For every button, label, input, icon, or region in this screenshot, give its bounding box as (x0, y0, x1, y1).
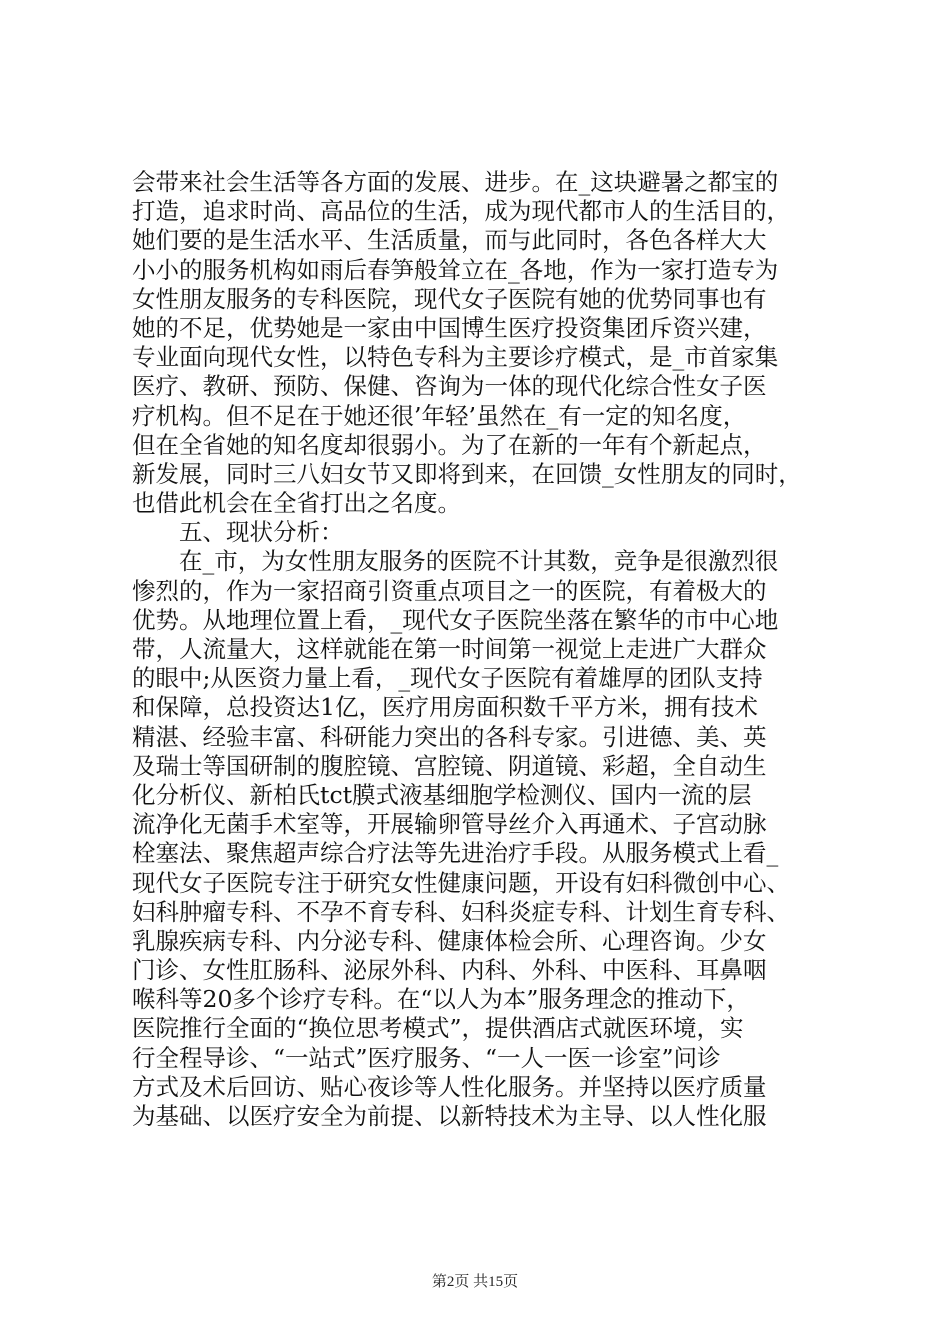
text-line: 疗机构。但不足在于她还很’年轻’虽然在_有一定的知名度， (132, 401, 747, 430)
text-line: 喉科等20多个诊疗专科。在“以人为本”服务理念的推动下， (132, 985, 750, 1014)
text-line: 新发展，同时三八妇女节又即将到来，在回馈_女性朋友的同时， (132, 459, 802, 488)
text-line: 和保障，总投资达1亿，医疗用房面积数千平方米，拥有技术 (132, 693, 758, 722)
text-line: 五、现状分析： (132, 518, 344, 547)
text-line: 为基础、以医疗安全为前提、以新特技术为主导、以人性化服 (132, 1102, 767, 1130)
text-line: 医院推行全面的“换位思考模式”，提供酒店式就医环境，实 (132, 1014, 744, 1043)
text-line: 专业面向现代女性，以特色专科为主要诊疗模式，是_市首家集 (132, 343, 779, 372)
text-line: 惨烈的，作为一家招商引资重点项目之一的医院，有着极大的 (132, 576, 767, 605)
text-line: 带，人流量大，这样就能在第一时间第一视觉上走进广大群众 (132, 635, 767, 663)
text-line: 精湛、经验丰富、科研能力突出的各科专家。引进德、美、英 (132, 722, 767, 751)
text-line: 优势。从地理位置上看，_现代女子医院坐落在繁华的市中心地 (132, 605, 779, 634)
body-text (132, 168, 832, 1131)
text-line: 小小的服务机构如雨后春笋般耸立在_各地，作为一家打造专为 (132, 255, 779, 284)
text-line: 门诊、女性肛肠科、泌尿外科、内科、外科、中医科、耳鼻咽 (132, 956, 767, 985)
text-line: 化分析仪、新柏氏tct膜式液基细胞学检测仪、国内一流的层 (132, 780, 752, 809)
text-line: 行全程导诊、“一站式”医疗服务、“一人一医一诊室”问诊 (132, 1043, 721, 1072)
text-line: 她们要的是生活水平、生活质量，而与此同时，各色各样大大 (132, 226, 767, 255)
text-line: 医疗、教研、预防、保健、咨询为一体的现代化综合性女子医 (132, 372, 767, 401)
text-line: 乳腺疾病专科、内分泌专科、健康体检会所、心理咨询。少女 (132, 926, 767, 955)
text-line: 方式及术后回访、贴心夜诊等人性化服务。并坚持以医疗质量 (132, 1072, 767, 1101)
text-line: 在_市，为女性朋友服务的医院不计其数，竞争是很激烈很 (132, 547, 779, 576)
page-number: 第2页 共15页 (431, 1274, 519, 1290)
text-line: 流净化无菌手术室等，开展输卵管导丝介入再通术、子宫动脉 (132, 810, 767, 839)
text-line: 但在全省她的知名度却很弱小。为了在新的一年有个新起点， (132, 430, 767, 459)
text-line: 她的不足，优势她是一家由中国博生医疗投资集团斥资兴建， (132, 313, 767, 342)
text-line: 也借此机会在全省打出之名度。 (132, 489, 461, 518)
text-line: 会带来社会生活等各方面的发展、进步。在_这块避暑之都宝的 (132, 168, 779, 196)
text-line: 妇科肿瘤专科、不孕不育专科、妇科炎症专科、计划生育专科、 (132, 897, 790, 926)
text-line: 及瑞士等国研制的腹腔镜、宫腔镜、阴道镜、彩超，全自动生 (132, 751, 767, 780)
text-line: 栓塞法、聚焦超声综合疗法等先进治疗手段。从服务模式上看_ (132, 839, 779, 868)
text-line: 现代女子医院专注于研究女性健康问题，开设有妇科微创中心、 (132, 868, 790, 897)
text-line: 打造，追求时尚、高品位的生活，成为现代都市人的生活目的， (132, 197, 790, 226)
text-line: 的眼中;从医资力量上看，_现代女子医院有着雄厚的团队支持 (132, 664, 763, 693)
text-line: 女性朋友服务的专科医院，现代女子医院有她的优势同事也有 (132, 284, 767, 313)
